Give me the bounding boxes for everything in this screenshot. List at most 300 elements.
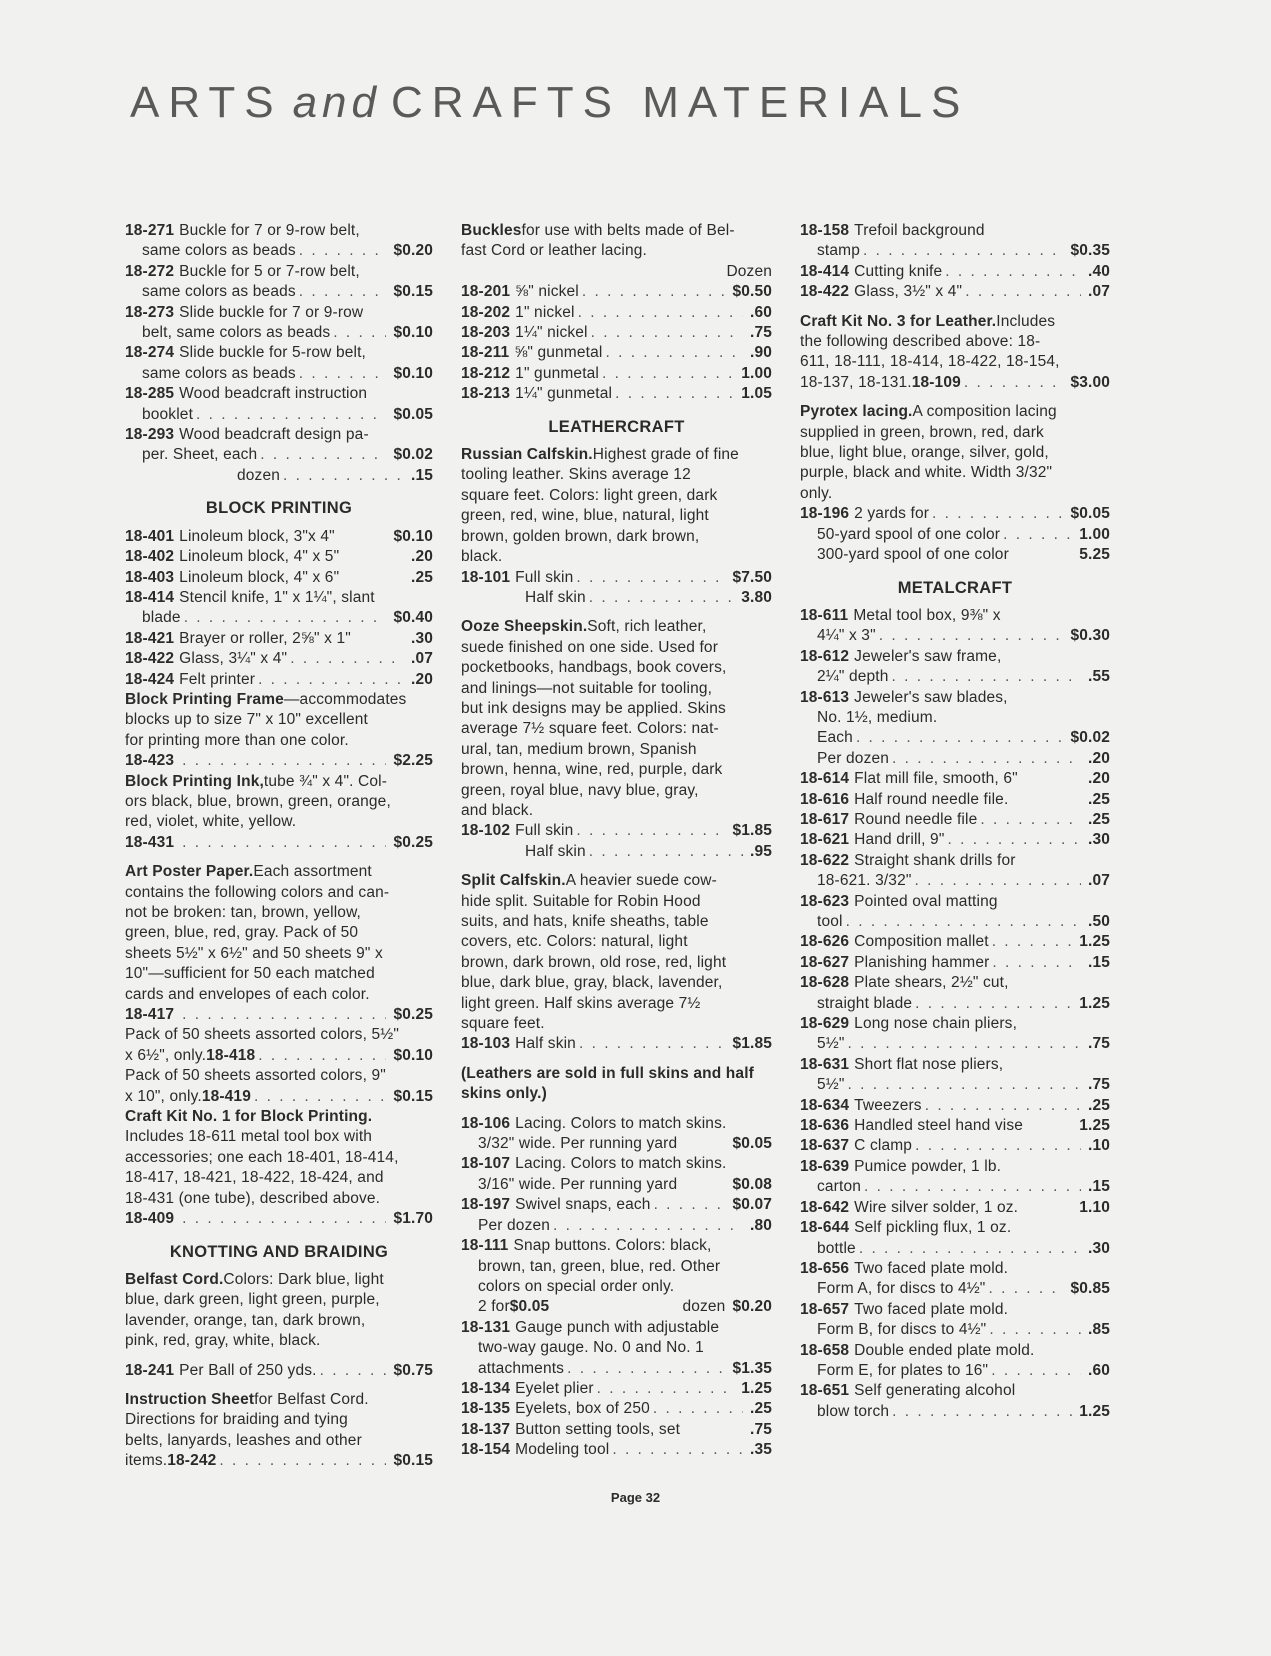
dot-leader <box>915 994 1072 1014</box>
item-description: cards and envelopes of each color. <box>125 985 370 1003</box>
item-description: Plate shears, 2½" cut, <box>854 974 1009 992</box>
item-number: 18-613 <box>800 688 850 706</box>
item-price: 1.25 <box>1079 1402 1110 1420</box>
item-description: red, violet, white, yellow. <box>125 813 297 831</box>
item-description: green, red, wine, blue, natural, light <box>461 507 709 525</box>
item-description: fast Cord or leather lacing. <box>461 242 647 260</box>
dot-leader <box>589 588 734 608</box>
text-line <box>800 1034 1110 1054</box>
item-number: 18-614 <box>800 770 850 788</box>
item-description: Buckle for 7 or 9-row belt, <box>179 222 360 239</box>
item-description: 18-137, 18-131. <box>800 373 912 391</box>
item-description: Short flat nose pliers, <box>854 1055 1004 1073</box>
text-line <box>125 985 433 1005</box>
item-description: Full skin <box>515 568 574 586</box>
item-description: brown, henna, wine, red, purple, dark <box>461 761 723 779</box>
catalog-item <box>800 892 1110 912</box>
text-line <box>125 1431 433 1451</box>
item-number: 18-634 <box>800 1096 850 1114</box>
text-line <box>461 638 772 658</box>
item-description: belts, lanyards, leashes and other <box>125 1431 362 1449</box>
item-number: 18-611 <box>800 606 849 624</box>
dot-leader <box>879 626 1064 646</box>
item-number: 18-101 <box>461 568 511 586</box>
text-line <box>461 1257 772 1277</box>
item-number: 18-622 <box>800 851 850 869</box>
item-number: 18-629 <box>800 1015 850 1033</box>
item-price: $0.85 <box>1070 1280 1110 1298</box>
lead-text: Ooze Sheepskin. <box>461 618 588 636</box>
item-price: .25 <box>750 1400 772 1418</box>
item-number: 18-135 <box>461 1400 511 1418</box>
item-price: .80 <box>750 1216 772 1234</box>
item-description: for use with belts made of Bel- <box>521 222 735 239</box>
catalog-item <box>125 1361 433 1381</box>
item-description: 5½" <box>817 1035 845 1053</box>
item-price: $0.25 <box>393 833 433 851</box>
catalog-item <box>800 810 1110 830</box>
catalog-item <box>800 1198 1110 1218</box>
item-description: booklet <box>142 405 194 423</box>
item-description: square feet. <box>461 1015 545 1033</box>
text-line <box>461 1277 772 1297</box>
dot-leader <box>254 1087 386 1107</box>
dot-leader <box>219 1451 386 1471</box>
dot-leader <box>182 1209 386 1229</box>
item-description: green, royal blue, navy blue, gray, <box>461 781 699 799</box>
dot-leader <box>576 568 725 588</box>
dot-leader <box>182 751 386 771</box>
item-description: Per dozen <box>817 749 890 767</box>
item-description: black. <box>461 548 503 566</box>
item-price: $0.25 <box>393 1006 433 1024</box>
item-number: 18-197 <box>461 1196 511 1214</box>
item-price: $0.05 <box>1070 505 1110 523</box>
item-description: ⅝" nickel <box>515 283 579 301</box>
catalog-item <box>800 830 1110 850</box>
item-number: 18-196 <box>800 505 850 523</box>
catalog-item <box>461 1195 772 1215</box>
item-description: Form E, for plates to 16" <box>817 1361 989 1379</box>
catalog-item <box>461 303 772 323</box>
catalog-item <box>800 1300 1110 1320</box>
text-line <box>461 892 772 912</box>
item-description: Pointed oval matting <box>854 892 998 910</box>
item-number: 18-421 <box>125 629 175 647</box>
item-description: Highest grade of fine <box>592 446 739 464</box>
item-description: blue, dark green, light green, purple, <box>125 1291 380 1309</box>
item-description: but ink designs may be applied. Skins <box>461 699 726 717</box>
text-line <box>125 731 433 751</box>
dot-leader <box>980 810 1081 830</box>
dot-leader <box>915 871 1082 891</box>
item-description: Per Ball of 250 yds. <box>179 1361 317 1379</box>
text-line <box>125 1087 433 1107</box>
item-description: same colors as beads <box>142 283 296 301</box>
catalog-item <box>800 221 1110 241</box>
page-number: Page 32 <box>610 1490 661 1505</box>
text-line <box>125 445 433 465</box>
dot-leader <box>892 749 1081 769</box>
lead-text: Block Printing Frame <box>125 690 284 708</box>
item-description: Straight shank drills for <box>854 851 1016 869</box>
catalog-item <box>800 1014 1110 1034</box>
inline-bold: 18-419 <box>201 1087 251 1105</box>
item-price: .20 <box>1088 749 1110 767</box>
catalog-item <box>461 282 772 302</box>
item-price: 5.25 <box>1079 546 1110 564</box>
item-price: 3.80 <box>741 588 772 606</box>
lead-text: Split Calfskin. <box>461 872 566 890</box>
item-description: 3/32" wide. Per running yard <box>478 1135 678 1153</box>
item-price: $0.08 <box>732 1175 772 1193</box>
catalog-item <box>461 384 772 404</box>
column-right <box>800 221 1110 1422</box>
text-line <box>461 1175 772 1195</box>
lead-text: skins only.) <box>461 1085 547 1103</box>
text-line <box>125 1066 433 1086</box>
text-line <box>125 923 433 943</box>
item-description: ural, tan, medium brown, Spanish <box>461 740 697 758</box>
text-line <box>800 525 1110 545</box>
item-number: 18-137 <box>461 1420 511 1438</box>
item-price: .30 <box>411 629 433 647</box>
catalog-item <box>461 1440 772 1460</box>
item-number: 18-422 <box>800 283 850 301</box>
text-line <box>461 1084 772 1104</box>
text-line <box>461 658 772 678</box>
item-description: Lacing. Colors to match skins. <box>515 1155 727 1173</box>
column-middle <box>461 221 772 1461</box>
dot-leader <box>915 1136 1081 1156</box>
catalog-item <box>461 364 772 384</box>
item-description: brown, tan, green, blue, red. Other <box>478 1257 721 1275</box>
dot-leader <box>333 323 386 343</box>
text-line <box>800 1402 1110 1422</box>
item-description: purple, black and white. Width 3/32" <box>800 464 1053 482</box>
dot-leader <box>892 1402 1072 1422</box>
item-price: .15 <box>411 466 433 484</box>
text-line <box>461 486 772 506</box>
item-number: 18-642 <box>800 1198 850 1216</box>
item-price: .55 <box>1088 668 1110 686</box>
text-line <box>461 1064 772 1084</box>
text-line <box>800 352 1110 372</box>
item-price: 1.00 <box>1079 525 1110 543</box>
item-description: 1" gunmetal <box>515 364 600 382</box>
dot-leader <box>964 373 1064 393</box>
catalog-item <box>461 1399 772 1419</box>
item-description: ⅝" gunmetal <box>514 344 603 362</box>
item-price: .85 <box>1088 1321 1110 1339</box>
dot-leader <box>184 608 387 628</box>
item-number: 18-293 <box>125 426 175 444</box>
item-price: $0.15 <box>393 1452 433 1470</box>
item-number: 18-409 <box>125 1210 175 1228</box>
item-price: .07 <box>1088 283 1110 301</box>
text-line <box>125 1290 433 1310</box>
dot-leader <box>653 1399 743 1419</box>
lead-text: Pyrotex lacing. <box>800 403 913 421</box>
item-description: Felt printer <box>179 670 256 688</box>
item-price: 1.25 <box>1079 1117 1110 1135</box>
item-price: .25 <box>1088 1096 1110 1114</box>
inline-bold: $0.05 <box>509 1298 550 1316</box>
item-description: Half skin <box>515 1035 576 1053</box>
item-description: same colors as beads <box>142 242 296 260</box>
lead-text: Block Printing Ink, <box>125 772 264 790</box>
item-description: Two faced plate mold. <box>854 1300 1009 1318</box>
item-description: Trefoil background <box>854 222 985 239</box>
item-description: not be broken: tan, brown, yellow, <box>125 904 362 921</box>
item-price: .20 <box>411 670 433 688</box>
dot-leader <box>859 1239 1081 1259</box>
text-line <box>125 241 433 261</box>
text-line <box>125 1189 433 1209</box>
text-line <box>125 772 433 792</box>
item-description: brown, golden brown, dark brown, <box>461 527 700 545</box>
dot-leader <box>283 466 404 486</box>
item-description: 5½" <box>817 1076 845 1094</box>
section-heading: BLOCK PRINTING <box>205 499 353 518</box>
item-description: Planishing hammer <box>854 953 990 971</box>
dot-leader <box>989 1320 1081 1340</box>
item-description: 18-621. 3/32" <box>817 872 912 890</box>
text-line <box>461 871 772 891</box>
item-price: .25 <box>1088 810 1110 828</box>
text-line <box>800 871 1110 891</box>
dot-leader <box>589 842 743 862</box>
item-description: Lacing. Colors to match skins. <box>515 1114 727 1132</box>
item-description: Glass, 3¼" x 4" <box>179 650 288 668</box>
catalog-item <box>125 221 433 241</box>
column-left <box>125 221 433 1472</box>
item-number: 18-616 <box>800 790 850 808</box>
item-price: .07 <box>1088 872 1110 890</box>
item-number: 18-401 <box>125 527 175 545</box>
item-price: $0.05 <box>732 1135 772 1153</box>
item-description: Half skin <box>525 842 586 860</box>
item-description: Eyelet plier <box>515 1379 594 1397</box>
item-description: belt, same colors as beads <box>142 324 331 342</box>
text-line <box>461 994 772 1014</box>
item-description: green, blue, red, gray. Pack of 50 <box>125 924 359 942</box>
item-number: 18-431 <box>125 833 175 851</box>
dot-leader <box>299 364 387 384</box>
dot-leader <box>846 912 1081 932</box>
text-line <box>125 1331 433 1351</box>
item-description: Stencil knife, 1" x 1¼", slant <box>179 588 375 606</box>
item-description: Each assortment <box>253 863 372 881</box>
item-description: suits, and hats, knife sheaths, table <box>461 913 709 930</box>
item-description: x 10", only. <box>125 1087 202 1105</box>
item-number: 18-285 <box>125 385 175 403</box>
dot-leader <box>612 1440 743 1460</box>
item-description: blue, dark blue, gray, black, lavender, <box>461 974 723 992</box>
item-description: Includes <box>996 312 1056 330</box>
item-description: straight blade <box>817 994 913 1012</box>
item-description: colors on special order only. <box>478 1277 675 1295</box>
item-description: only. <box>800 484 833 502</box>
item-number: 18-212 <box>461 364 511 382</box>
item-price: $0.02 <box>1070 729 1110 747</box>
item-description: Pumice powder, 1 lb. <box>854 1157 1002 1175</box>
catalog-item <box>125 670 433 690</box>
text-line <box>461 719 772 739</box>
dot-leader <box>856 728 1064 748</box>
text-line <box>800 749 1110 769</box>
catalog-item <box>800 1055 1110 1075</box>
item-description: Linoleum block, 3"x 4" <box>179 527 335 545</box>
text-line <box>461 781 772 801</box>
text-line <box>461 262 772 282</box>
lead-text: Belfast Cord. <box>125 1270 224 1288</box>
item-description: the following described above: 18- <box>800 333 1041 351</box>
catalog-item <box>461 1114 772 1134</box>
item-description: carton <box>817 1178 861 1196</box>
item-description: Jeweler's saw frame, <box>854 647 1002 665</box>
item-number: 18-612 <box>800 647 850 665</box>
text-line <box>800 1361 1110 1381</box>
text-line <box>800 241 1110 261</box>
item-number: 18-134 <box>461 1379 511 1397</box>
dot-leader <box>258 670 404 690</box>
item-description: —accommodates <box>283 690 407 708</box>
item-description: 4¼" x 3" <box>817 627 876 645</box>
dot-leader <box>182 833 386 853</box>
item-description: and black. <box>461 801 534 819</box>
text-line <box>800 667 1110 687</box>
inline-bold: 18-418 <box>206 1046 256 1064</box>
item-number: 18-103 <box>461 1035 511 1053</box>
item-description: for Belfast Cord. <box>254 1390 369 1408</box>
text-line <box>461 740 772 760</box>
item-description: dozen <box>237 466 280 484</box>
price-label: dozen <box>682 1298 726 1316</box>
dot-leader <box>582 282 726 302</box>
item-price: $7.50 <box>732 568 772 586</box>
item-number: 18-213 <box>461 385 511 403</box>
item-description: Hand drill, 9" <box>854 831 945 849</box>
item-description: 18-431 (one tube), described above. <box>125 1189 381 1207</box>
catalog-item <box>800 769 1110 789</box>
item-number: 18-203 <box>461 324 511 342</box>
item-description: No. 1½, medium. <box>817 708 938 726</box>
item-description: Linoleum block, 4" x 6" <box>179 568 340 586</box>
item-description: 50-yard spool of one color <box>817 525 1001 543</box>
item-description: supplied in green, brown, red, dark <box>800 423 1044 441</box>
item-description: brown, dark brown, old rose, red, light <box>461 953 727 971</box>
text-line <box>800 1279 1110 1299</box>
item-description: Composition mallet <box>854 933 989 951</box>
dot-leader <box>863 241 1063 261</box>
text-line <box>125 282 433 302</box>
catalog-item <box>461 323 772 343</box>
catalog-item <box>461 1379 772 1399</box>
text-line <box>125 1148 433 1168</box>
item-description: 2¼" depth <box>817 668 889 686</box>
catalog-item <box>125 303 433 323</box>
catalog-item <box>461 568 772 588</box>
dot-leader <box>892 667 1082 687</box>
text-line <box>125 710 433 730</box>
item-description: blue, light blue, orange, silver, gold, <box>800 444 1049 462</box>
text-line <box>125 903 433 923</box>
catalog-item <box>461 1236 772 1256</box>
item-description: same colors as beads <box>142 364 296 382</box>
item-price: $0.10 <box>393 364 433 382</box>
text-line <box>461 241 772 261</box>
item-number: 18-656 <box>800 1259 850 1277</box>
item-price: $0.40 <box>393 609 433 627</box>
item-description: Self generating alcohol <box>854 1382 1016 1400</box>
text-line <box>800 708 1110 728</box>
catalog-item <box>800 1116 1110 1136</box>
text-line <box>125 1025 433 1045</box>
item-price: $1.85 <box>732 1035 772 1053</box>
text-line <box>125 1270 433 1290</box>
item-price: $0.10 <box>393 527 433 545</box>
item-number: 18-414 <box>800 262 850 280</box>
item-price: 1.25 <box>1079 994 1110 1012</box>
item-description: Jeweler's saw blades, <box>854 688 1008 706</box>
inline-bold: 18-109 <box>911 373 961 391</box>
catalog-item <box>800 647 1110 667</box>
item-price: .75 <box>1088 1035 1110 1053</box>
item-description: Wood beadcraft design pa- <box>179 426 369 444</box>
dot-leader <box>947 830 1081 850</box>
item-description: accessories; one each 18-401, 18-414, <box>125 1148 399 1166</box>
text-line <box>125 1168 433 1188</box>
catalog-item <box>461 821 772 841</box>
catalog-item <box>125 343 433 363</box>
catalog-item <box>125 649 433 669</box>
dot-leader <box>992 932 1073 952</box>
text-line <box>125 364 433 384</box>
item-price: $0.02 <box>393 446 433 464</box>
text-line <box>800 423 1110 443</box>
item-description: Slide buckle for 7 or 9-row <box>179 303 364 321</box>
catalog-item <box>800 1381 1110 1401</box>
item-description: square feet. Colors: light green, dark <box>461 486 718 504</box>
item-price: $0.20 <box>732 1298 772 1316</box>
item-description: tube ¾" x 4". Col- <box>263 772 388 790</box>
lead-text: (Leathers are sold in full skins and half <box>461 1064 754 1082</box>
item-description: Self pickling flux, 1 oz. <box>854 1219 1012 1237</box>
item-number: 18-651 <box>800 1382 850 1400</box>
item-price: $0.20 <box>393 242 433 260</box>
item-number: 18-106 <box>461 1114 511 1132</box>
item-description: Glass, 3½" x 4" <box>854 283 963 301</box>
text-line <box>125 812 433 832</box>
text-line <box>461 617 772 637</box>
item-price: $0.15 <box>393 1087 433 1105</box>
item-description: Gauge punch with adjustable <box>515 1318 720 1336</box>
text-line <box>461 1014 772 1034</box>
item-description: Form A, for discs to 4½" <box>817 1280 986 1298</box>
text-line <box>800 312 1110 332</box>
catalog-item <box>125 568 433 588</box>
catalog-item <box>800 1136 1110 1156</box>
catalog-item <box>125 751 433 771</box>
item-number: 18-271 <box>125 222 175 239</box>
catalog-item <box>125 833 433 853</box>
text-line <box>125 883 433 903</box>
catalog-item <box>800 973 1110 993</box>
item-number: 18-402 <box>125 548 175 566</box>
item-price: .25 <box>1088 790 1110 808</box>
item-description: Eyelets, box of 250 <box>515 1400 650 1418</box>
